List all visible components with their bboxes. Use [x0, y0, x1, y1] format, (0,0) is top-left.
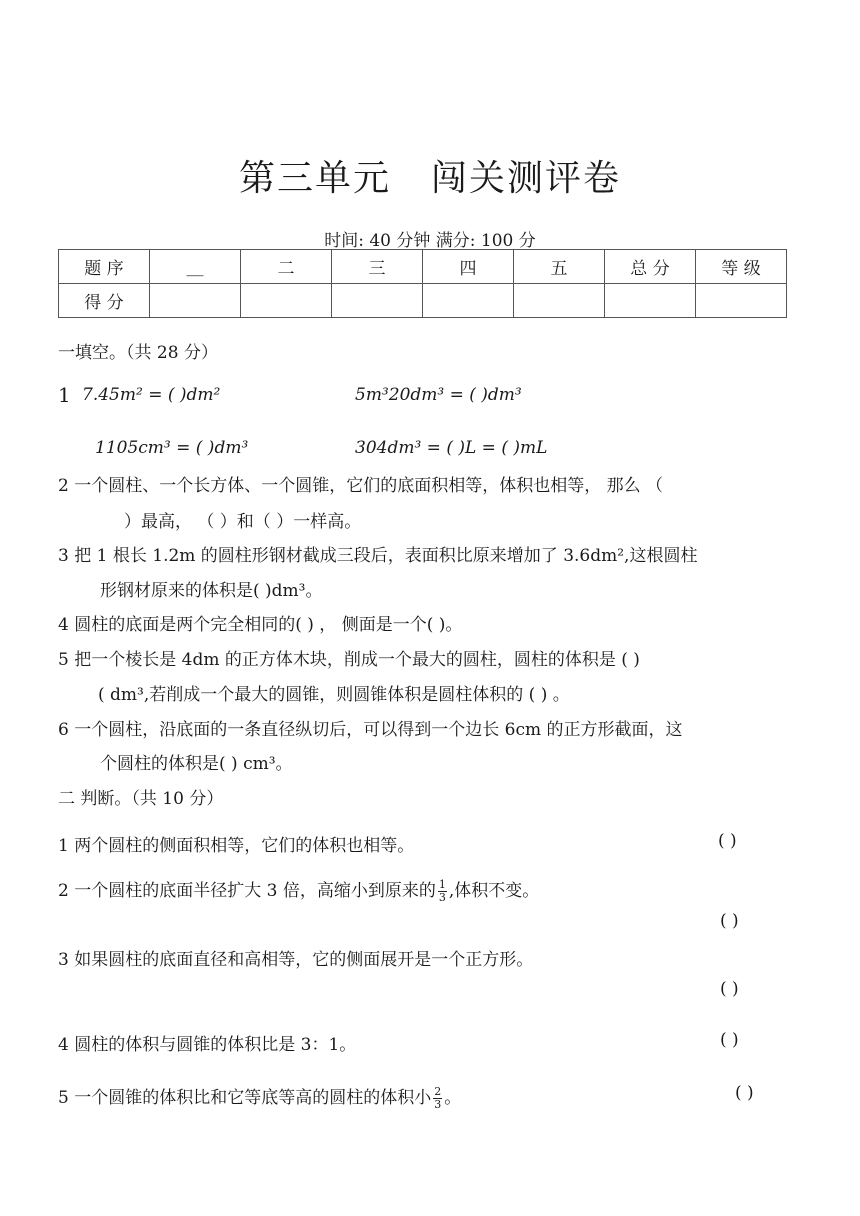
score-cell[interactable]: [332, 284, 423, 318]
q1-number: 1: [58, 383, 71, 407]
header-cell: 总 分: [605, 250, 696, 284]
q6-line1: 6 一个圆柱，沿底面的一条直径纵切后，可以得到一个边长 6cm 的正方形截面，这: [58, 720, 683, 740]
judge-1-answer-blank[interactable]: ( ): [718, 831, 737, 851]
q6-line2: 个圆柱的体积是( ) cm³。: [100, 754, 293, 774]
judge-5-text-after: 。: [444, 1088, 462, 1108]
score-cell[interactable]: [605, 284, 696, 318]
title-left: 第三单元: [238, 158, 391, 199]
header-cell: __: [150, 250, 241, 284]
header-cell: 二: [241, 250, 332, 284]
exam-meta: 时间: 40 分钟 满分: 100 分: [324, 231, 536, 251]
score-cell[interactable]: [150, 284, 241, 318]
q1-part-c: 1105cm³ = ( )dm³: [95, 438, 249, 458]
q5-line2: ( dm³,若削成一个最大的圆锥，则圆锥体积是圆柱体积的 ( ) 。: [98, 685, 570, 705]
judge-4: 4 圆柱的体积与圆锥的体积比是 3：1。: [58, 1035, 357, 1055]
q1-part-b: 5m³20dm³ = ( )dm³: [355, 385, 522, 405]
score-table-score-row: [59, 284, 787, 318]
title-right: 闯关测评卷: [431, 158, 622, 199]
judge-5: [58, 1083, 461, 1111]
score-cell[interactable]: [241, 284, 332, 318]
judge-2: [58, 876, 539, 904]
header-cell: 等 级: [696, 250, 787, 284]
judge-4-answer-blank[interactable]: ( ): [720, 1030, 739, 1050]
judge-1: 1 两个圆柱的侧面积相等，它们的体积也相等。: [58, 836, 415, 856]
header-cell: 五: [514, 250, 605, 284]
q2-line1: 2 一个圆柱、一个长方体、一个圆锥，它们的底面积相等，体积也相等， 那么 （: [58, 476, 664, 496]
judge-2-answer-blank[interactable]: ( ): [720, 911, 739, 931]
judge-2-text-before: 2 一个圆柱的底面半径扩大 3 倍，高缩小到原来的: [58, 881, 436, 901]
score-cell[interactable]: [696, 284, 787, 318]
judge-5-answer-blank[interactable]: ( ): [735, 1083, 754, 1103]
q3-line1: 3 把 1 根长 1.2m 的圆柱形钢材截成三段后，表面积比原来增加了 3.6dm²,这根圆柱: [58, 546, 698, 566]
judge-3: 3 如果圆柱的底面直径和高相等，它的侧面展开是一个正方形。: [58, 950, 534, 970]
q1-part-a: 7.45m² = ( )dm²: [82, 385, 221, 405]
page-title: [0, 150, 860, 201]
header-cell: 三: [332, 250, 423, 284]
q3-line2: 形钢材原来的体积是( )dm³。: [100, 581, 323, 601]
section-1-heading: 一填空。（共 28 分）: [58, 343, 218, 363]
q5-line1: 5 把一个棱长是 4dm 的正方体木块，削成一个最大的圆柱，圆柱的体积是 ( ): [58, 650, 640, 670]
score-cell[interactable]: [423, 284, 514, 318]
q4: 4 圆柱的底面是两个完全相同的( ) ， 侧面是一个( )。: [58, 615, 463, 635]
score-table-header-row: [59, 250, 787, 284]
score-row-label: 得 分: [59, 284, 150, 318]
header-cell: 四: [423, 250, 514, 284]
score-table: [58, 249, 787, 318]
judge-5-text-before: 5 一个圆锥的体积比和它等底等高的圆柱的体积小: [58, 1088, 432, 1108]
q1-part-d: 304dm³ = ( )L = ( )mL: [355, 438, 548, 458]
header-cell: 题 序: [59, 250, 150, 284]
judge-3-answer-blank[interactable]: ( ): [720, 979, 739, 999]
score-cell[interactable]: [514, 284, 605, 318]
fraction-one-third: $\frac{1}{3}$: [438, 878, 446, 904]
fraction-two-thirds: $\frac{2}{3}$: [434, 1085, 442, 1111]
section-2-heading: 二 判断。（共 10 分）: [58, 789, 224, 809]
q2-line2: ）最高， （ ）和（ ）一样高。: [124, 512, 362, 532]
judge-2-text-after: ,体积不变。: [448, 881, 540, 901]
